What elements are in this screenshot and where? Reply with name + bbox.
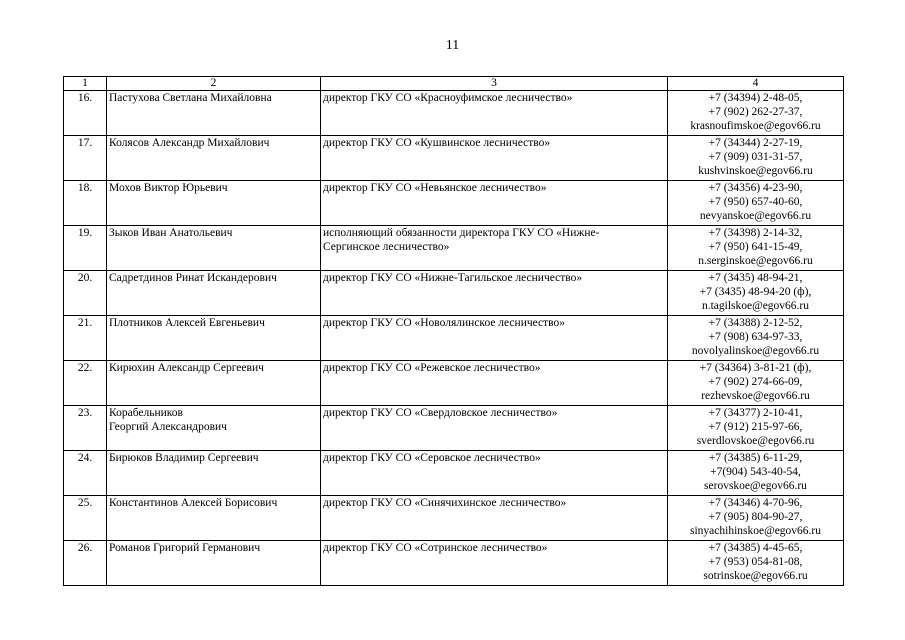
column-header-3: 3 bbox=[321, 77, 668, 91]
contact-info-line: krasnoufimskoe@egov66.ru bbox=[690, 120, 821, 132]
position-title-line: директор ГКУ СО «Серовское лесничество» bbox=[323, 452, 541, 464]
contact-info-line: +7 (912) 215-97-66, bbox=[708, 421, 803, 433]
contact-info-line: +7 (950) 641-15-49, bbox=[708, 241, 803, 253]
contact-info-line: +7 (34388) 2-12-52, bbox=[708, 317, 803, 329]
contact-info bbox=[668, 136, 844, 181]
contact-info-line: +7 (34394) 2-48-05, bbox=[708, 92, 803, 104]
contact-info bbox=[668, 271, 844, 316]
column-header-4: 4 bbox=[668, 77, 844, 91]
position-title bbox=[321, 316, 668, 361]
table-row bbox=[64, 541, 844, 586]
row-number: 23. bbox=[64, 406, 107, 451]
contact-info-line: serovskoe@egov66.ru bbox=[704, 480, 807, 492]
row-number: 17. bbox=[64, 136, 107, 181]
page-number: 11 bbox=[445, 38, 460, 53]
contact-info-line: sverdlovskoe@egov66.ru bbox=[696, 435, 815, 447]
table-row bbox=[64, 91, 844, 136]
person-name-line: Романов Григорий Германович bbox=[109, 542, 261, 554]
position-title-line: директор ГКУ СО «Режевское лесничество» bbox=[323, 362, 541, 374]
position-title-line: директор ГКУ СО «Красноуфимское лесничество» bbox=[323, 92, 573, 104]
contact-info-line: n.tagilskoe@egov66.ru bbox=[701, 300, 810, 312]
table-row bbox=[64, 181, 844, 226]
contact-info bbox=[668, 91, 844, 136]
contact-info bbox=[668, 406, 844, 451]
contact-info-line: +7 (34385) 6-11-29, bbox=[708, 452, 803, 464]
position-title-line: директор ГКУ СО «Невьянское лесничество» bbox=[323, 182, 547, 194]
contact-info-line: +7 (34398) 2-14-32, bbox=[708, 227, 803, 239]
table-row bbox=[64, 316, 844, 361]
contact-info-line: rezhevskoe@egov66.ru bbox=[701, 390, 810, 402]
contact-info-line: +7 (34377) 2-10-41, bbox=[708, 407, 803, 419]
row-number: 24. bbox=[64, 451, 107, 496]
person-name-line: Кирюхин Александр Сергеевич bbox=[109, 362, 264, 374]
person-name bbox=[107, 316, 321, 361]
person-name bbox=[107, 361, 321, 406]
person-name bbox=[107, 181, 321, 226]
position-title bbox=[321, 181, 668, 226]
table-row bbox=[64, 136, 844, 181]
person-name-line: Константинов Алексей Борисович bbox=[109, 497, 278, 509]
person-name-line: Пастухова Светлана Михайловна bbox=[109, 92, 272, 104]
table-row bbox=[64, 406, 844, 451]
contact-info-line: +7 (3435) 48-94-21, bbox=[708, 272, 803, 284]
contact-info-line: +7 (902) 274-66-09, bbox=[708, 376, 803, 388]
person-name bbox=[107, 226, 321, 271]
contact-info bbox=[668, 496, 844, 541]
person-name bbox=[107, 136, 321, 181]
table-row bbox=[64, 496, 844, 541]
position-title-line: директор ГКУ СО «Кушвинское лесничество» bbox=[323, 137, 551, 149]
contact-info bbox=[668, 181, 844, 226]
contact-info-line: +7 (908) 634-97-33, bbox=[708, 331, 803, 343]
column-header-1: 1 bbox=[64, 77, 107, 91]
position-title bbox=[321, 496, 668, 541]
person-name-line: Плотников Алексей Евгеньевич bbox=[109, 317, 265, 329]
position-title bbox=[321, 451, 668, 496]
table-row bbox=[64, 451, 844, 496]
contact-info-line: +7 (953) 054-81-08, bbox=[708, 556, 803, 568]
person-name-line: Георгий Александрович bbox=[109, 421, 227, 433]
table-row bbox=[64, 361, 844, 406]
row-number: 26. bbox=[64, 541, 107, 586]
contact-info-line: +7 (34364) 3-81-21 (ф), bbox=[699, 362, 812, 374]
contact-info bbox=[668, 451, 844, 496]
person-name bbox=[107, 541, 321, 586]
contact-info bbox=[668, 226, 844, 271]
person-name-line: Колясов Александр Михайлович bbox=[109, 137, 270, 149]
contact-info-line: sinyachihinskoe@egov66.ru bbox=[690, 525, 821, 537]
person-name bbox=[107, 451, 321, 496]
person-name bbox=[107, 406, 321, 451]
contact-info-line: +7 (950) 657-40-60, bbox=[708, 196, 803, 208]
row-number: 21. bbox=[64, 316, 107, 361]
position-title bbox=[321, 91, 668, 136]
position-title-line: директор ГКУ СО «Свердловское лесничество» bbox=[323, 407, 558, 419]
table-row bbox=[64, 226, 844, 271]
contact-info-line: +7 (902) 262-27-37, bbox=[708, 106, 803, 118]
person-name-line: Бирюков Владимир Сергеевич bbox=[109, 452, 259, 464]
position-title bbox=[321, 271, 668, 316]
contact-info-line: +7 (34344) 2-27-19, bbox=[708, 137, 803, 149]
position-title bbox=[321, 361, 668, 406]
row-number: 22. bbox=[64, 361, 107, 406]
row-number: 18. bbox=[64, 181, 107, 226]
position-title bbox=[321, 136, 668, 181]
contact-info bbox=[668, 541, 844, 586]
person-name bbox=[107, 271, 321, 316]
contact-info-line: +7 (3435) 48-94-20 (ф), bbox=[699, 286, 812, 298]
contact-info bbox=[668, 361, 844, 406]
contacts-table bbox=[63, 76, 844, 586]
contact-info-line: nevyanskoe@egov66.ru bbox=[699, 210, 812, 222]
contact-info-line: n.serginskoe@egov66.ru bbox=[698, 255, 813, 267]
table-body bbox=[64, 91, 844, 586]
position-title-line: директор ГКУ СО «Нижне-Тагильское лесничество» bbox=[323, 272, 583, 284]
contact-info-line: kushvinskoe@egov66.ru bbox=[698, 165, 813, 177]
position-title-line: директор ГКУ СО «Сотринское лесничество» bbox=[323, 542, 548, 554]
table-row bbox=[64, 271, 844, 316]
position-title bbox=[321, 406, 668, 451]
position-title-line: исполняющий обязанности директора ГКУ СО «Нижне- bbox=[323, 227, 600, 239]
position-title-line: директор ГКУ СО «Новолялинское лесничество» bbox=[323, 317, 566, 329]
contact-info-line: +7 (905) 804-90-27, bbox=[708, 511, 803, 523]
table-header-row bbox=[64, 77, 844, 91]
row-number: 19. bbox=[64, 226, 107, 271]
person-name-line: Мохов Виктор Юрьевич bbox=[109, 182, 228, 194]
person-name bbox=[107, 91, 321, 136]
position-title-line: директор ГКУ СО «Синячихинское лесничество» bbox=[323, 497, 567, 509]
contact-info-line: +7 (34346) 4-70-96, bbox=[708, 497, 803, 509]
person-name-line: Садретдинов Ринат Искандерович bbox=[109, 272, 277, 284]
position-title bbox=[321, 541, 668, 586]
row-number: 20. bbox=[64, 271, 107, 316]
row-number: 16. bbox=[64, 91, 107, 136]
contact-info-line: +7 (909) 031-31-57, bbox=[708, 151, 803, 163]
person-name bbox=[107, 496, 321, 541]
person-name-line: Зыков Иван Анатольевич bbox=[109, 227, 233, 239]
contact-info bbox=[668, 316, 844, 361]
position-title bbox=[321, 226, 668, 271]
contact-info-line: +7 (34356) 4-23-90, bbox=[708, 182, 803, 194]
contact-info-line: +7(904) 543-40-54, bbox=[710, 466, 801, 478]
column-header-2: 2 bbox=[107, 77, 321, 91]
contact-info-line: sotrinskoe@egov66.ru bbox=[703, 570, 808, 582]
row-number: 25. bbox=[64, 496, 107, 541]
position-title-line: Сергинское лесничество» bbox=[323, 241, 450, 253]
person-name-line: Корабельников bbox=[109, 407, 183, 419]
contact-info-line: +7 (34385) 4-45-65, bbox=[708, 542, 803, 554]
contact-info-line: novolyalinskoe@egov66.ru bbox=[691, 345, 820, 357]
